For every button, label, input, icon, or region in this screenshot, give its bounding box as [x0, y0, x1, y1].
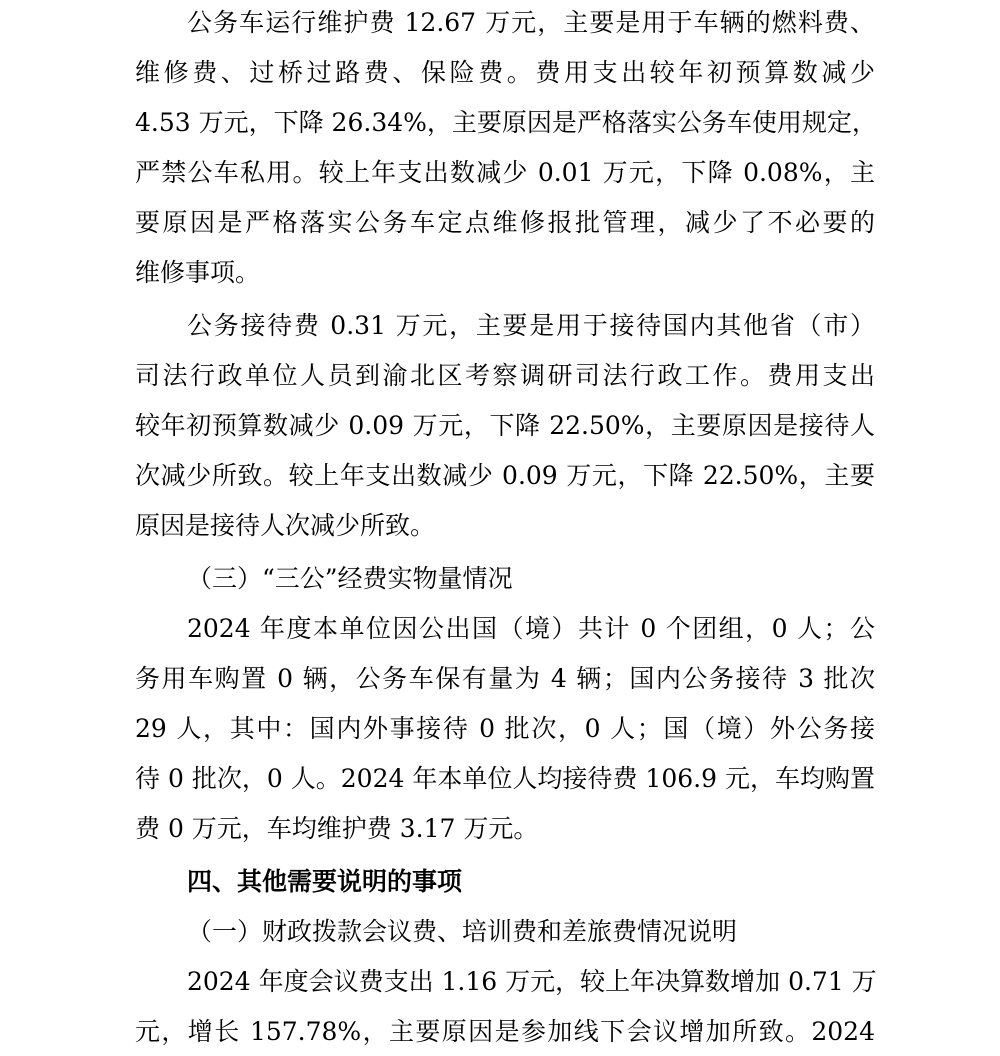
paragraph-line: 较年初预算数减少 0.09 万元，下降 22.50%，主要原因是接待人: [135, 411, 875, 440]
paragraph-line: 费 0 万元，车均维护费 3.17 万元。: [135, 814, 539, 843]
paragraph-line: 维修费、过桥过路费、保险费。费用支出较年初预算数减少: [135, 58, 875, 87]
paragraph-line: 元，增长 157.78%，主要原因是参加线下会议增加所致。2024: [135, 1017, 875, 1046]
paragraph-line: 要原因是严格落实公务车定点维修报批管理，减少了不必要的: [135, 208, 875, 237]
paragraph-line: 待 0 批次，0 人。2024 年本单位人均接待费 106.9 元，车均购置: [135, 764, 875, 793]
paragraph-line: 次减少所致。较上年支出数减少 0.09 万元，下降 22.50%，主要: [135, 461, 875, 490]
paragraph-line: 务用车购置 0 辆，公务车保有量为 4 辆；国内公务接待 3 批次: [135, 664, 875, 693]
paragraph-line: 4.53 万元，下降 26.34%，主要原因是严格落实公务车使用规定，: [135, 108, 877, 137]
paragraph-line: 公务车运行维护费 12.67 万元，主要是用于车辆的燃料费、: [187, 8, 875, 37]
section-subheading: （一）财政拨款会议费、培训费和差旅费情况说明: [187, 917, 738, 946]
paragraph-line: 维修事项。: [135, 258, 261, 287]
paragraph-line: 严禁公车私用。较上年支出数减少 0.01 万元，下降 0.08%，主: [135, 158, 875, 187]
paragraph-line: 公务接待费 0.31 万元，主要是用于接待国内其他省（市）: [187, 311, 875, 340]
paragraph-line: 原因是接待人次减少所致。: [135, 511, 436, 540]
paragraph-line: 司法行政单位人员到渝北区考察调研司法行政工作。费用支出: [135, 361, 875, 390]
paragraph-line: 2024 年度会议费支出 1.16 万元，较上年决算数增加 0.71 万: [187, 967, 877, 996]
section-heading: 四、其他需要说明的事项: [187, 867, 463, 896]
paragraph-line: 29 人，其中：国内外事接待 0 批次，0 人；国（境）外公务接: [135, 714, 875, 743]
section-subheading: （三）“三公”经费实物量情况: [187, 564, 513, 593]
paragraph-line: 2024 年度本单位因公出国（境）共计 0 个团组，0 人；公: [187, 614, 875, 643]
